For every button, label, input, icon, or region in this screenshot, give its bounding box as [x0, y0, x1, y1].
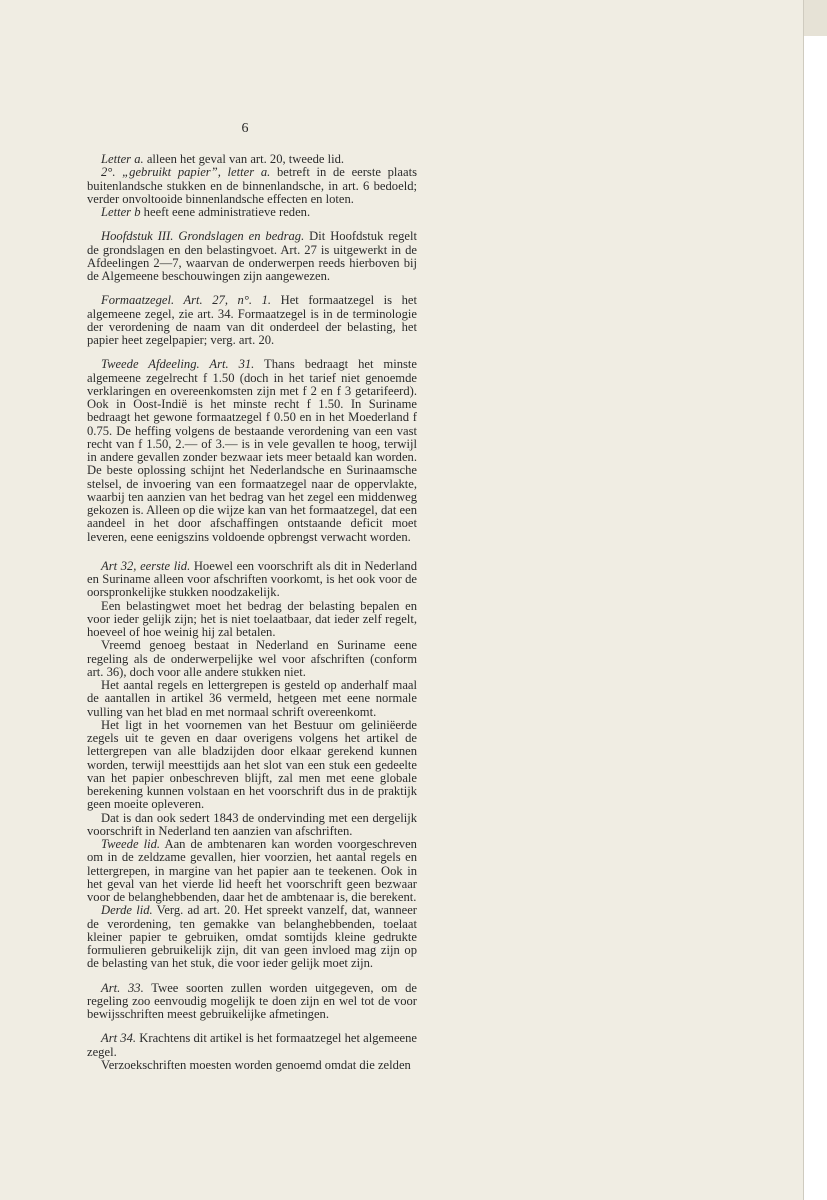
paragraph: Dat is dan ook sedert 1843 de ondervinding met een dergelijk voorschrift in Nederland ten aanzien van afschriften. — [87, 810, 417, 838]
paragraph: Het ligt in het voornemen van het Bestuur om geliniëerde zegels uit te geven en daar overigens volgens het artikel de lettergrepen van alle bladzijden door elkaar gerekend kunnen worden, terwijl meesttijds aan het slot van een stuk een gedeelte van het papier onbeschreven blijft, zal men met eene globale berekening kunnen volstaan en het voorschrift dus in de praktijk geen moeite opleveren. — [87, 717, 417, 812]
paragraph: Tweede lid. Aan de ambtenaren kan worden voorgeschreven om in de zeldzame gevallen, hier voorzien, het aantal regels en lettergrepen, in margine van het papier aan te teekenen. Ook in het geval van het vierde lid heeft het voorschrift geen bezwaar voor de belanghebbenden, daar het de ambtenaar is, die berekent. — [87, 837, 417, 904]
body-text — [87, 153, 417, 1072]
paragraph: Hoofdstuk III. Grondslagen en bedrag. Dit Hoofdstuk regelt de grondslagen en den belastingvoet. Art. 27 is uitgewerkt in de Afdeelingen 2—7, waarvan de onderwerpen reeds hierboven bij de Algemeene beschouwingen zijn aangewezen. — [87, 229, 417, 283]
paragraph: Art 32, eerste lid. Hoewel een voorschrift als dit in Nederland en Suriname alleen voor afschriften voorkomt, is het ook voor de oorspronkelijke stukken noodzakelijk. — [87, 558, 417, 600]
paragraph: 2°. „gebruikt papier”, letter a. betreft in de eerste plaats buitenlandsche stukken en de binnenlandsche, in art. 6 bedoeld; verder onvoltooide binnenlandsche effecten en loten. — [87, 165, 417, 206]
paragraph: Vreemd genoeg bestaat in Nederland en Suriname eene regeling als de onderwerpelijke wel voor afschriften (conform art. 36), doch voor alle andere stukken niet. — [87, 638, 417, 679]
paragraph: Een belastingwet moet het bedrag der belasting bepalen en voor ieder gelijk zijn; het is niet toelaatbaar, dat ieder zelf regelt, hoeveel of hoe weinig hij zal betalen. — [87, 598, 417, 639]
paragraph: Letter a. alleen het geval van art. 20, tweede lid. — [101, 152, 345, 166]
paragraph: Art. 33. Twee soorten zullen worden uitgegeven, om de regeling zoo eenvoudig mogelijk te doen zijn en wel tot de voor bewijsschriften meest gebruikelijke afmetingen. — [87, 980, 417, 1021]
page-number: 6 — [241, 121, 249, 136]
paragraph: Art 34. Krachtens dit artikel is het formaatzegel het algemeene zegel. — [87, 1031, 418, 1059]
paragraph: Derde lid. Verg. ad art. 20. Het spreekt vanzelf, dat, wanneer de verordening, ten gemakke van belanghebbenden, toelaat kleiner papier te gebruiken, omdat somtijds kleine gedrukte formulieren gebruikelijk zijn, dit van geen invloed mag zijn op de belasting van het stuk, die voor ieder gelijk moet zijn. — [87, 903, 417, 971]
paragraph: Formaatzegel. Art. 27, n°. 1. Het formaatzegel is het algemeene zegel, zie art. 34. Formaatzegel is in de terminologie der verordening de naam van dit onderdeel der belasting, het papier heet zegelpapier; verg. art. 20. — [87, 293, 417, 347]
paragraph: Verzoekschriften moesten worden genoemd omdat die zelden — [101, 1057, 411, 1072]
paragraph: Tweede Afdeeling. Art. 31. Thans bedraagt het minste algemeene zegelrecht f 1.50 (doch in het tarief niet genoemde verklaringen en overeenkomsten zijn met f 2 en f 3 getarifeerd). Ook in Oost-Indië is het minste recht f 1.50. In Suriname bedraagt het gewone formaatzegel f 0.50 en in het Moederland f 0.75. De heffing volgens de bestaande verordening van een vast recht van f 1.50, 2.— of 3.— is in vele gevallen te hoog, terwijl in andere gevallen zonder bezwaar iets meer betaald kan worden. De beste oplossing schijnt het Nederlandsche en Surinaamsche stelsel, de invoering van een formaatzegel naar de oppervlakte, waarbij ten aanzien van het bedrag van het zegel een middenweg gekozen is. Alleen op die wijze kan van het formaatzegel, dat een aandeel in het door afschaffingen ontstaande deficit moet leveren, eene eenigszins voldoende opbrengst verwacht worden. — [87, 357, 417, 544]
paragraph: Letter b heeft eene administratieve reden. — [101, 205, 311, 219]
paragraph: Het aantal regels en lettergrepen is gesteld op anderhalf maal de aantallen in artikel 36 vermeld, hetgeen met eene normale vulling van het blad en met normaal schrift overeenkomt. — [87, 678, 417, 719]
page-edge — [804, 0, 827, 36]
